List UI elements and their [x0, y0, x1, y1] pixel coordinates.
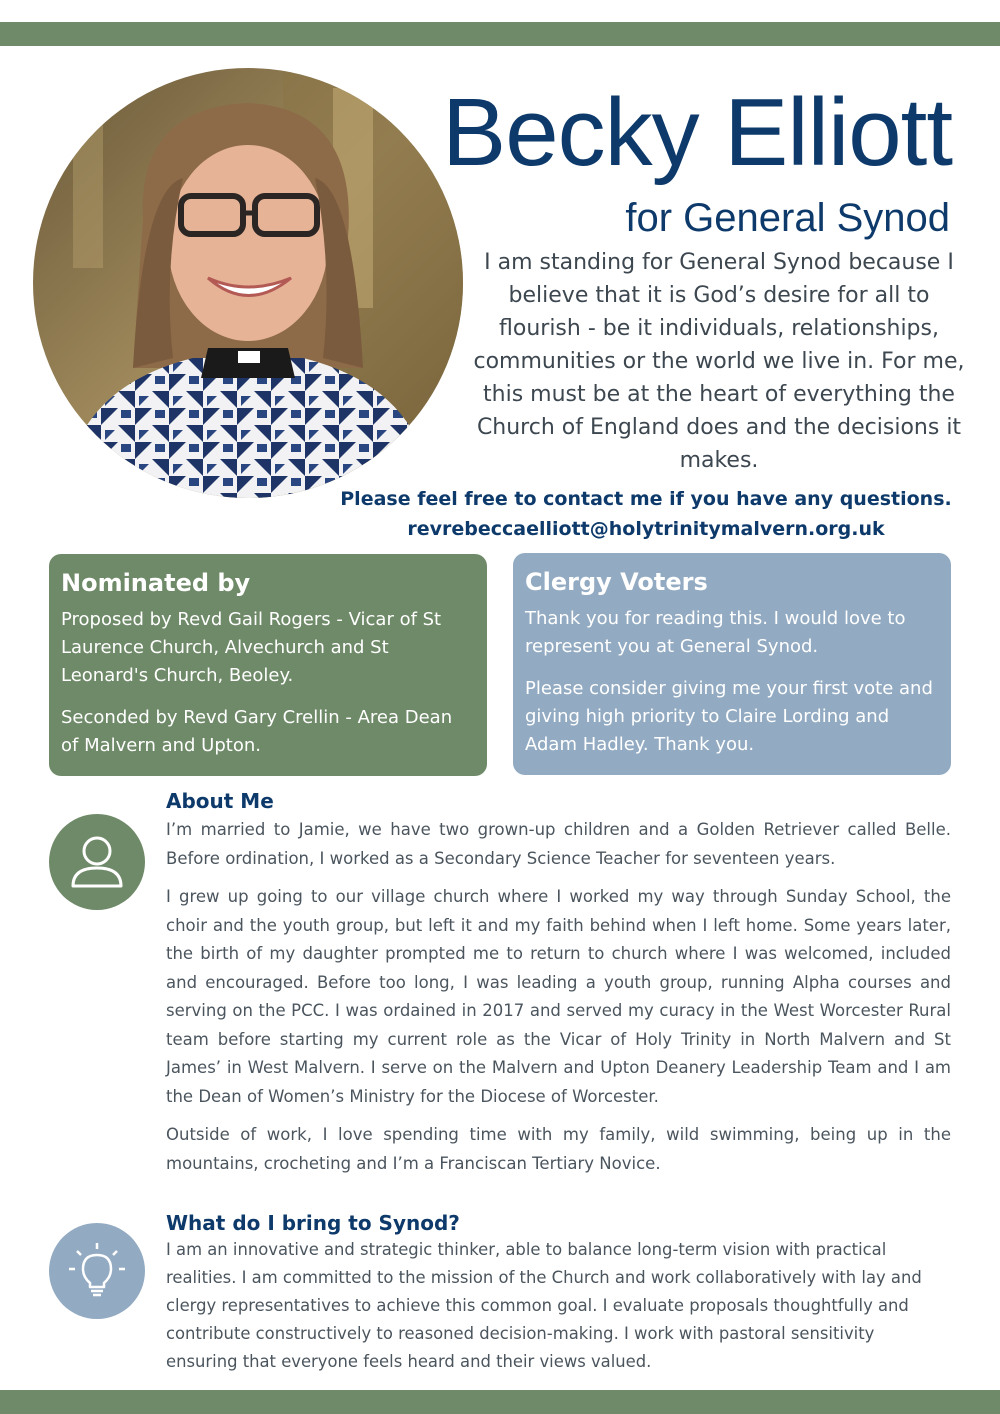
nominated-seconded: Seconded by Revd Gary Crellin - Area Dean of Malvern and Upton. — [61, 707, 453, 756]
person-icon — [49, 814, 145, 910]
candidate-name: Becky Elliott — [442, 79, 952, 186]
about-section — [166, 788, 951, 1178]
contact-block — [330, 484, 962, 544]
contact-prompt: Please feel free to contact me if you have any questions. — [340, 488, 952, 510]
nominated-title: Nominated by — [61, 569, 251, 597]
nominated-proposed: Proposed by Revd Gail Rogers - Vicar of St Laurence Church, Alvechurch and St Leonard's Church, Beoley. — [61, 609, 442, 686]
synod-title: What do I bring to Synod? — [166, 1211, 460, 1235]
about-paragraph-2: I grew up going to our village church where I worked my way through Sunday School, the choir and the youth group, but left it and my faith behind when I left home. Some years later, the birth of my daughter prompted me to return to church where I was welcomed, included and encouraged. Before too long, I was leading a youth group, running Alpha courses and serving on the PCC. I was ordained in 2017 and served my curacy in the West Worcester Rural team before starting my current role as the Vicar of Holy Trinity in North Malvern and St James’ in West Malvern. I serve on the Malvern and Upton Deanery Leadership Team and I am the Dean of Women’s Ministry for the Diocese of Worcester. — [166, 887, 951, 1106]
clergy-paragraph-1: Thank you for reading this. I would love to represent you at General Synod. — [525, 608, 906, 657]
candidate-photo — [33, 68, 463, 498]
intro-statement: I am standing for General Synod because I believe that it is God’s desire for all to flourish - be it individuals, relationships, communities or the world we live in. For me, this must be at the heart of everything the Church of England does and the decisions it makes. — [473, 250, 965, 473]
clergy-paragraph-2: Please consider giving me your first vote and giving high priority to Claire Lording and Adam Hadley. Thank you. — [525, 678, 933, 755]
clergy-title: Clergy Voters — [525, 568, 708, 596]
about-paragraph-1: I’m married to Jamie, we have two grown-up children and a Golden Retriever called Belle. Before ordination, I worked as a Secondary Science Teacher for seventeen years. — [166, 820, 951, 868]
about-paragraph-3: Outside of work, I love spending time with my family, wild swimming, being up in the mountains, crocheting and I’m a Franciscan Tertiary Novice. — [166, 1125, 951, 1173]
top-band — [0, 22, 1000, 46]
page-subtitle: for General Synod — [625, 196, 950, 240]
bottom-band — [0, 1390, 1000, 1414]
about-title: About Me — [166, 789, 274, 813]
lightbulb-icon — [49, 1223, 145, 1319]
synod-section — [166, 1210, 951, 1376]
contact-email-link[interactable]: revrebeccaelliott@holytrinitymalvern.org.uk — [407, 518, 885, 540]
clergy-card — [513, 553, 951, 775]
synod-paragraph: I am an innovative and strategic thinker, able to balance long-term vision with practical realities. I am committed to the mission of the Church and work collaboratively with lay and clergy representatives to achieve this common goal. I evaluate proposals thoughtfully and contribute constructively to reasoned decision-making. I work with pastoral sensitivity ensuring that everyone feels heard and their views valued. — [166, 1240, 922, 1371]
nominated-card — [49, 554, 487, 776]
